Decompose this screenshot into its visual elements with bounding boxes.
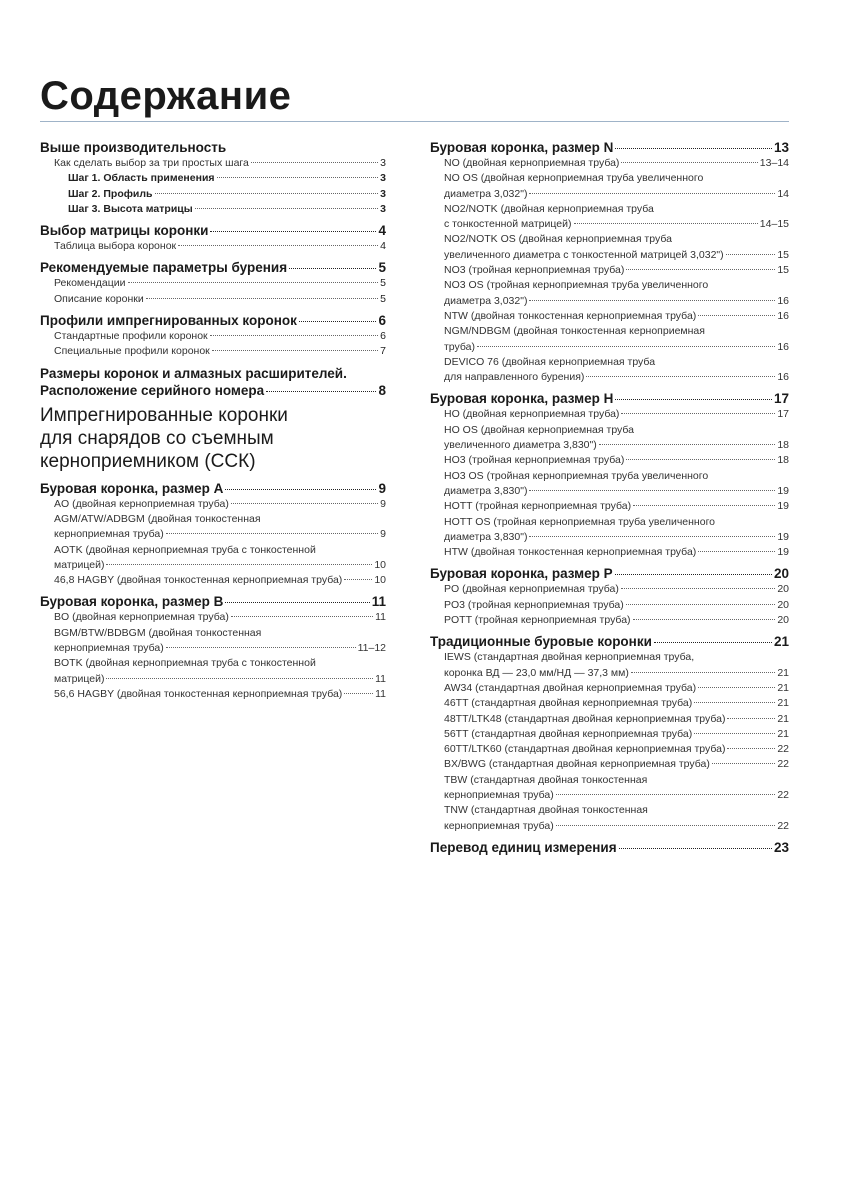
- toc-entry[interactable]: [54, 512, 386, 543]
- toc-page-number: 11–12: [357, 642, 386, 655]
- toc-section-label: Буровая коронка, размер A: [40, 480, 224, 496]
- toc-left-column: [40, 139, 386, 702]
- leader-dots: [212, 350, 378, 351]
- toc-page-number: 15: [777, 248, 789, 261]
- toc-page-number: 22: [777, 788, 789, 801]
- toc-entry-label-line1: AGM/ATW/ADBGM (двойная тонкостенная: [54, 512, 261, 525]
- toc-entry-label: Стандартные профили коронок: [54, 330, 208, 343]
- toc-section-size-b[interactable]: [40, 593, 386, 610]
- toc-page-number: 3: [380, 202, 386, 215]
- toc-page-number: 19: [777, 500, 789, 513]
- toc-entry-label: BX/BWG (стандартная двойная керноприемная труба): [444, 758, 710, 771]
- toc-page-number: 3: [380, 187, 386, 200]
- toc-page-number: 16: [777, 371, 789, 384]
- toc-entry-label: увеличенного диаметра с тонкостенной матрицей 3,032"): [444, 248, 724, 261]
- toc-section-sizes[interactable]: [40, 365, 386, 399]
- toc-entry[interactable]: [444, 515, 789, 546]
- toc-section-label: Выбор матрицы коронки: [40, 223, 209, 239]
- toc-page-number: 16: [777, 294, 789, 307]
- toc-entry[interactable]: [54, 610, 386, 625]
- toc-entry[interactable]: [54, 292, 386, 307]
- toc-entry[interactable]: [54, 156, 386, 171]
- toc-entry[interactable]: [444, 423, 789, 454]
- leader-dots: [556, 794, 776, 795]
- toc-entry-label: для направленного бурения): [444, 371, 585, 384]
- toc-entry-label-line1: NO2/NOTK (двойная керноприемная труба: [444, 202, 654, 215]
- toc-entry-label: NTW (двойная тонкостенная керноприемная труба): [444, 309, 697, 322]
- toc-entry-label: коронка ВД — 23,0 мм/НД — 37,3 мм): [444, 666, 629, 679]
- toc-entry[interactable]: [444, 613, 789, 628]
- toc-entry-label: Описание коронки: [54, 292, 144, 305]
- toc-page-number: 11: [375, 672, 386, 685]
- toc-entry-label: керноприемная труба): [444, 788, 554, 801]
- leader-dots: [106, 678, 373, 679]
- part-heading-line: для снарядов со съемным: [40, 427, 274, 449]
- toc-page-number: 13–14: [759, 157, 789, 169]
- toc-page-number: 17: [773, 391, 789, 407]
- toc-entry[interactable]: [444, 757, 789, 772]
- toc-entry-label: Как сделать выбор за три простых шага: [54, 157, 249, 169]
- leader-dots: [178, 245, 378, 246]
- toc-entry-label: матрицей): [54, 558, 105, 571]
- toc-section-label: Выше производительность: [40, 140, 227, 155]
- toc-entry-label-line1: TBW (стандартная двойная тонкостенная: [444, 773, 648, 786]
- toc-entry[interactable]: [444, 263, 789, 278]
- toc-section-traditional[interactable]: [430, 633, 789, 650]
- leader-dots: [195, 208, 378, 209]
- toc-page-number: 18: [777, 454, 789, 467]
- toc-entry[interactable]: [444, 202, 789, 233]
- toc-page-number: 7: [380, 345, 386, 358]
- toc-entry[interactable]: [444, 469, 789, 500]
- leader-dots: [344, 579, 372, 580]
- toc-page-number: 5: [380, 292, 386, 305]
- toc-page-number: 21: [777, 727, 789, 740]
- toc-entry[interactable]: [444, 453, 789, 468]
- toc-entry-label-line1: IEWS (стандартная двойная керноприемная труба,: [444, 651, 695, 664]
- toc-entry-label: Шаг 2. Профиль: [68, 187, 153, 200]
- toc-page-number: 6: [380, 330, 386, 343]
- toc-entry[interactable]: [444, 803, 789, 834]
- leader-dots: [626, 269, 775, 270]
- leader-dots: [694, 702, 775, 703]
- toc-section-label: Рекомендуемые параметры бурения: [40, 260, 288, 276]
- toc-entry[interactable]: [444, 171, 789, 202]
- toc-page-number: 5: [380, 277, 386, 290]
- toc-section-label: Буровая коронка, размер N: [430, 140, 614, 155]
- leader-dots: [529, 300, 775, 301]
- page-title: Содержание: [40, 74, 292, 118]
- toc-section-profiles[interactable]: [40, 312, 386, 329]
- leader-dots: [210, 231, 376, 232]
- toc-entry[interactable]: [444, 156, 789, 171]
- toc-entry-label-line1: NGM/NDBGM (двойная тонкостенная керноприемная: [444, 325, 705, 338]
- part-heading-line: Импрегнированные коронки: [40, 404, 288, 426]
- leader-dots: [477, 346, 775, 347]
- toc-page-number: 16: [777, 309, 789, 322]
- toc-page-number: 3: [380, 157, 386, 169]
- toc-page-number: 4: [380, 240, 386, 253]
- leader-dots: [698, 315, 775, 316]
- toc-page-number: 18: [777, 439, 789, 452]
- toc-section-label: Буровая коронка, размер H: [430, 391, 614, 407]
- toc-entry-label-line1: BGM/BTW/BDBGM (двойная тонкостенная: [54, 626, 262, 639]
- toc-entry-label: с тонкостенной матрицей): [444, 218, 572, 231]
- leader-dots: [529, 193, 775, 194]
- leader-dots: [106, 564, 372, 565]
- toc-entry[interactable]: [54, 656, 386, 687]
- toc-section-size-p[interactable]: [430, 565, 789, 582]
- toc-entry-label: 56,6 HAGBY (двойная тонкостенная керноприемная труба): [54, 687, 343, 700]
- leader-dots: [727, 748, 775, 749]
- toc-entry-label: BO (двойная керноприемная труба): [54, 611, 229, 624]
- leader-dots: [694, 733, 775, 734]
- toc-section-label-line1: Размеры коронок и алмазных расширителей.: [40, 365, 347, 381]
- leader-dots: [698, 687, 775, 688]
- toc-entry-label: увеличенного диаметра 3,830"): [444, 439, 597, 452]
- toc-page-number: 6: [378, 313, 386, 329]
- toc-entry[interactable]: [68, 202, 386, 217]
- toc-entry-label-line1: NO3 OS (тройная керноприемная труба увеличенного: [444, 279, 709, 292]
- toc-page-number: 9: [378, 480, 386, 496]
- leader-dots: [266, 391, 376, 392]
- toc-page-number: 10: [374, 574, 386, 587]
- toc-entry-label-line1: HOTT OS (тройная керноприемная труба увеличенного: [444, 515, 716, 528]
- leader-dots: [633, 619, 776, 620]
- toc-section-size-h[interactable]: [430, 390, 789, 407]
- toc-page-number: 5: [378, 260, 386, 276]
- toc-right-column: [430, 139, 789, 856]
- toc-entry-label-line1: HO OS (двойная керноприемная труба: [444, 423, 635, 436]
- toc-page-number: 21: [777, 712, 789, 725]
- toc-entry[interactable]: [54, 344, 386, 359]
- leader-dots: [615, 574, 772, 575]
- toc-entry-label: 56TT (стандартная двойная керноприемная труба): [444, 727, 693, 740]
- leader-dots: [289, 268, 376, 269]
- leader-dots: [698, 551, 775, 552]
- leader-dots: [574, 223, 758, 224]
- toc-entry[interactable]: [444, 407, 789, 422]
- toc-page-number: 10: [374, 558, 386, 571]
- toc-entry[interactable]: [54, 239, 386, 254]
- toc-section-label: Перевод единиц измерения: [430, 839, 617, 855]
- toc-entry-label: NO (двойная керноприемная труба): [444, 157, 620, 169]
- leader-dots: [654, 642, 772, 643]
- toc-section-matrix[interactable]: [40, 222, 386, 239]
- title-divider: [40, 121, 789, 122]
- toc-entry-label: 60TT/LTK60 (стандартная двойная керноприемная труба): [444, 743, 726, 756]
- toc-page-number: 22: [777, 743, 789, 756]
- toc-entry[interactable]: [444, 681, 789, 696]
- toc-entry-label-line1: BOTK (двойная керноприемная труба с тонкостенной: [54, 657, 316, 670]
- leader-dots: [631, 672, 775, 673]
- leader-dots: [556, 825, 776, 826]
- toc-entry[interactable]: [54, 573, 386, 588]
- leader-dots: [615, 148, 772, 149]
- toc-entry[interactable]: [444, 324, 789, 355]
- toc-section-drilling-params[interactable]: [40, 259, 386, 276]
- toc-section-performance[interactable]: [40, 139, 386, 156]
- toc-page-number: 21: [777, 681, 789, 694]
- toc-entry-label: труба): [444, 340, 476, 353]
- leader-dots: [621, 588, 775, 589]
- toc-page-number: 20: [777, 598, 789, 611]
- toc-page-number: 21: [773, 634, 789, 650]
- toc-page-number: 4: [378, 223, 386, 239]
- toc-entry[interactable]: [54, 329, 386, 344]
- toc-page-number: 11: [375, 687, 386, 700]
- toc-entry[interactable]: [444, 696, 789, 711]
- toc-entry[interactable]: [444, 309, 789, 324]
- leader-dots: [626, 459, 775, 460]
- toc-entry-label: керноприемная труба): [54, 528, 164, 541]
- leader-dots: [251, 162, 378, 163]
- toc-section-label: Буровая коронка, размер B: [40, 594, 224, 610]
- toc-entry-label: керноприемная труба): [54, 642, 164, 655]
- toc-entry-label: 48TT/LTK48 (стандартная двойная керноприемная труба): [444, 712, 726, 725]
- toc-page-number: 19: [777, 546, 789, 559]
- leader-dots: [146, 298, 378, 299]
- toc-entry[interactable]: [444, 598, 789, 613]
- toc-entry-label-line1: NO OS (двойная керноприемная труба увеличенного: [444, 172, 704, 185]
- toc-entry-label-line1: NO2/NOTK OS (двойная керноприемная труба: [444, 233, 672, 246]
- toc-entry-label-line1: HO3 OS (тройная керноприемная труба увеличенного: [444, 469, 709, 482]
- toc-entry[interactable]: [444, 742, 789, 757]
- toc-entry[interactable]: [444, 650, 789, 681]
- toc-entry-label: диаметра 3,032"): [444, 294, 528, 307]
- leader-dots: [231, 503, 378, 504]
- leader-dots: [344, 693, 373, 694]
- leader-dots: [626, 604, 776, 605]
- toc-page-number: 11: [371, 594, 386, 610]
- leader-dots: [155, 193, 379, 194]
- leader-dots: [633, 505, 775, 506]
- toc-section-label: Расположение серийного номера: [40, 382, 265, 398]
- toc-entry-label: PO (двойная керноприемная труба): [444, 583, 619, 596]
- toc-entry[interactable]: [54, 626, 386, 657]
- toc-section-size-n[interactable]: [430, 139, 789, 156]
- toc-entry-label: 46,8 HAGBY (двойная тонкостенная керноприемная труба): [54, 574, 343, 587]
- toc-section-units[interactable]: [430, 839, 789, 856]
- leader-dots: [166, 647, 356, 648]
- leader-dots: [217, 177, 379, 178]
- leader-dots: [529, 490, 775, 491]
- toc-page-number: 19: [777, 530, 789, 543]
- leader-dots: [210, 335, 379, 336]
- toc-entry[interactable]: [444, 278, 789, 309]
- toc-entry-label: Шаг 1. Область применения: [68, 172, 215, 185]
- toc-entry-label-line1: TNW (стандартная двойная тонкостенная: [444, 804, 648, 817]
- toc-entry-label: POTT (тройная керноприемная труба): [444, 614, 631, 627]
- toc-entry-label: NO3 (тройная керноприемная труба): [444, 264, 625, 277]
- toc-entry-label: HOTT (тройная керноприемная труба): [444, 500, 632, 513]
- toc-entry[interactable]: [444, 712, 789, 727]
- leader-dots: [621, 162, 757, 163]
- toc-section-label: Буровая коронка, размер P: [430, 566, 613, 582]
- toc-page-number: 23: [773, 839, 789, 855]
- toc-entry[interactable]: [68, 187, 386, 202]
- leader-dots: [619, 848, 772, 849]
- toc-page-number: 20: [777, 583, 789, 596]
- leader-dots: [529, 536, 775, 537]
- toc-page-number: 22: [777, 819, 789, 832]
- leader-dots: [225, 489, 376, 490]
- toc-page-number: 20: [773, 566, 789, 582]
- leader-dots: [621, 413, 775, 414]
- leader-dots: [299, 321, 377, 322]
- toc-page-number: 3: [380, 172, 386, 185]
- toc-page-number: 8: [378, 382, 386, 398]
- toc-page-number: 17: [777, 408, 789, 421]
- toc-page-number: 11: [375, 611, 386, 624]
- leader-dots: [726, 254, 776, 255]
- toc-entry[interactable]: [444, 773, 789, 804]
- toc-entry-label: AO (двойная керноприемная труба): [54, 497, 229, 510]
- leader-dots: [615, 399, 772, 400]
- toc-entry-label: керноприемная труба): [444, 819, 554, 832]
- toc-entry[interactable]: [54, 276, 386, 291]
- toc-entry[interactable]: [444, 499, 789, 514]
- toc-entry[interactable]: [54, 543, 386, 574]
- toc-entry-label: диаметра 3,830"): [444, 530, 528, 543]
- toc-entry-label: HTW (двойная тонкостенная керноприемная труба): [444, 546, 697, 559]
- toc-entry-label: 46TT (стандартная двойная керноприемная труба): [444, 697, 693, 710]
- toc-page-number: 15: [777, 264, 789, 277]
- toc-section-size-a[interactable]: [40, 480, 386, 497]
- toc-entry[interactable]: [54, 687, 386, 702]
- toc-entry-label: Таблица выбора коронок: [54, 240, 177, 253]
- toc-entry[interactable]: [444, 582, 789, 597]
- toc-entry-label: диаметра 3,032"): [444, 187, 528, 200]
- toc-page-number: 14: [777, 187, 789, 200]
- toc-entry[interactable]: [444, 232, 789, 263]
- leader-dots: [166, 533, 378, 534]
- toc-entry-label: PO3 (тройная керноприемная труба): [444, 598, 624, 611]
- toc-page-number: 9: [380, 497, 386, 510]
- toc-entry[interactable]: [444, 545, 789, 560]
- toc-page-number: 13: [773, 140, 789, 155]
- toc-entry-label: AW34 (стандартная двойная керноприемная труба): [444, 681, 697, 694]
- toc-page-number: 16: [777, 340, 789, 353]
- toc-section-label: Традиционные буровые коронки: [430, 634, 652, 650]
- toc-page-number: 21: [777, 666, 789, 679]
- leader-dots: [586, 376, 775, 377]
- toc-page-number: 19: [777, 484, 789, 497]
- leader-dots: [712, 763, 775, 764]
- part-heading-line: керноприемником (ССК): [40, 450, 256, 472]
- toc-entry-label: Специальные профили коронок: [54, 345, 210, 358]
- leader-dots: [128, 282, 379, 283]
- toc-entry[interactable]: [68, 171, 386, 186]
- toc-entry[interactable]: [444, 727, 789, 742]
- toc-entry[interactable]: [54, 497, 386, 512]
- leader-dots: [231, 616, 373, 617]
- toc-entry-label: диаметра 3,830"): [444, 484, 528, 497]
- toc-page-number: 20: [777, 614, 789, 627]
- leader-dots: [599, 444, 776, 445]
- toc-page-number: 9: [380, 528, 386, 541]
- toc-entry[interactable]: [444, 355, 789, 386]
- toc-section-label: Профили импрегнированных коронок: [40, 313, 297, 329]
- leader-dots: [225, 602, 369, 603]
- toc-entry-label: HO (двойная керноприемная труба): [444, 408, 620, 421]
- leader-dots: [727, 718, 775, 719]
- toc-entry-label: Шаг 3. Высота матрицы: [68, 202, 193, 215]
- toc-entry-label: HO3 (тройная керноприемная труба): [444, 454, 625, 467]
- toc-entry-label: матрицей): [54, 672, 105, 685]
- toc-part-heading: [40, 404, 386, 473]
- toc-entry-label: Рекомендации: [54, 277, 126, 290]
- toc-page-number: 21: [777, 697, 789, 710]
- toc-entry-label-line1: DEVICO 76 (двойная керноприемная труба: [444, 355, 656, 368]
- toc-entry-label-line1: AOTK (двойная керноприемная труба с тонкостенной: [54, 543, 316, 556]
- toc-page-number: 14–15: [759, 218, 789, 231]
- toc-page-number: 22: [777, 758, 789, 771]
